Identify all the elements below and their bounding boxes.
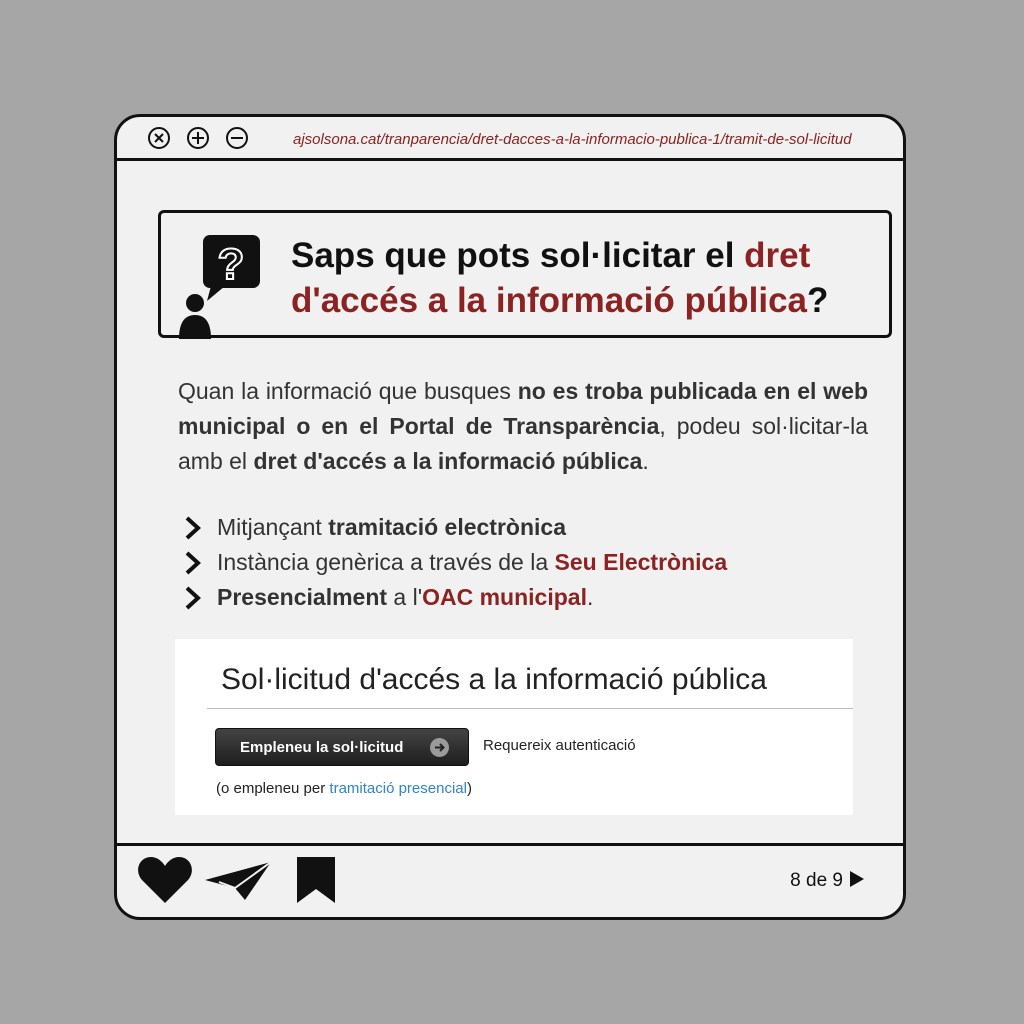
form-title: Sol·licitud d'accés a la informació pública bbox=[221, 663, 767, 696]
chevron-right-icon bbox=[183, 585, 203, 611]
chevron-right-icon bbox=[183, 550, 203, 576]
fill-request-button[interactable] bbox=[215, 728, 469, 766]
minimize-icon[interactable] bbox=[226, 127, 248, 149]
auth-note: Requereix autenticació bbox=[483, 737, 636, 754]
browser-window: ajsolsona.cat/tranparencia/dret-dacces-a-la-informacio-publica-1/tramit-de-sol-licitud ? Saps que pots sol·licitar el dret d'accés a la informació pública? Quan la informació que busques no es troba publicada en el web municipal o en el Portal de Transparència, podeu sol·licitar-la amb el dret d'accés a la informació pública. Mitjançant tramitació electrònica Instància genèrica a través de la Seu Electrònica Presencialment a l'OAC municipal. Sol·licitud d'accés a la informació pública Empleneu la sol·licitud Requereix autenticació (o empleneu per tramitació presencial) 8 de 9 bbox=[114, 114, 906, 920]
question-title: Saps que pots sol·licitar el dret d'accés a la informació pública? bbox=[291, 236, 829, 320]
bookmark-icon[interactable] bbox=[295, 857, 337, 903]
divider bbox=[207, 708, 853, 709]
question-banner bbox=[158, 210, 892, 338]
send-icon[interactable] bbox=[205, 860, 273, 902]
play-next-icon[interactable] bbox=[849, 870, 865, 888]
close-icon[interactable] bbox=[148, 127, 170, 149]
presencial-link[interactable]: tramitació presencial bbox=[329, 780, 467, 797]
alt-method-note: (o empleneu per tramitació presencial) bbox=[216, 780, 472, 797]
arrow-right-circle-icon bbox=[430, 738, 449, 757]
chevron-right-icon bbox=[183, 515, 203, 541]
title-bar bbox=[117, 117, 903, 161]
svg-text:?: ? bbox=[217, 240, 245, 289]
address-url[interactable]: ajsolsona.cat/tranparencia/dret-dacces-a-la-informacio-publica-1/tramit-de-sol-licitud bbox=[293, 131, 852, 148]
request-form-panel bbox=[175, 639, 853, 815]
pager[interactable] bbox=[790, 870, 865, 892]
maximize-icon[interactable] bbox=[187, 127, 209, 149]
fill-request-label: Empleneu la sol·licitud bbox=[240, 739, 404, 756]
person-question-icon bbox=[177, 235, 265, 344]
intro-paragraph: Quan la informació que busques no es troba publicada en el web municipal o en el Portal de Transparència, podeu sol·licitar-la amb el dret d'accés a la informació pública. bbox=[178, 378, 868, 474]
bottom-bar bbox=[117, 843, 903, 917]
page-counter: 8 de 9 bbox=[790, 870, 843, 891]
heart-icon[interactable] bbox=[137, 855, 193, 905]
